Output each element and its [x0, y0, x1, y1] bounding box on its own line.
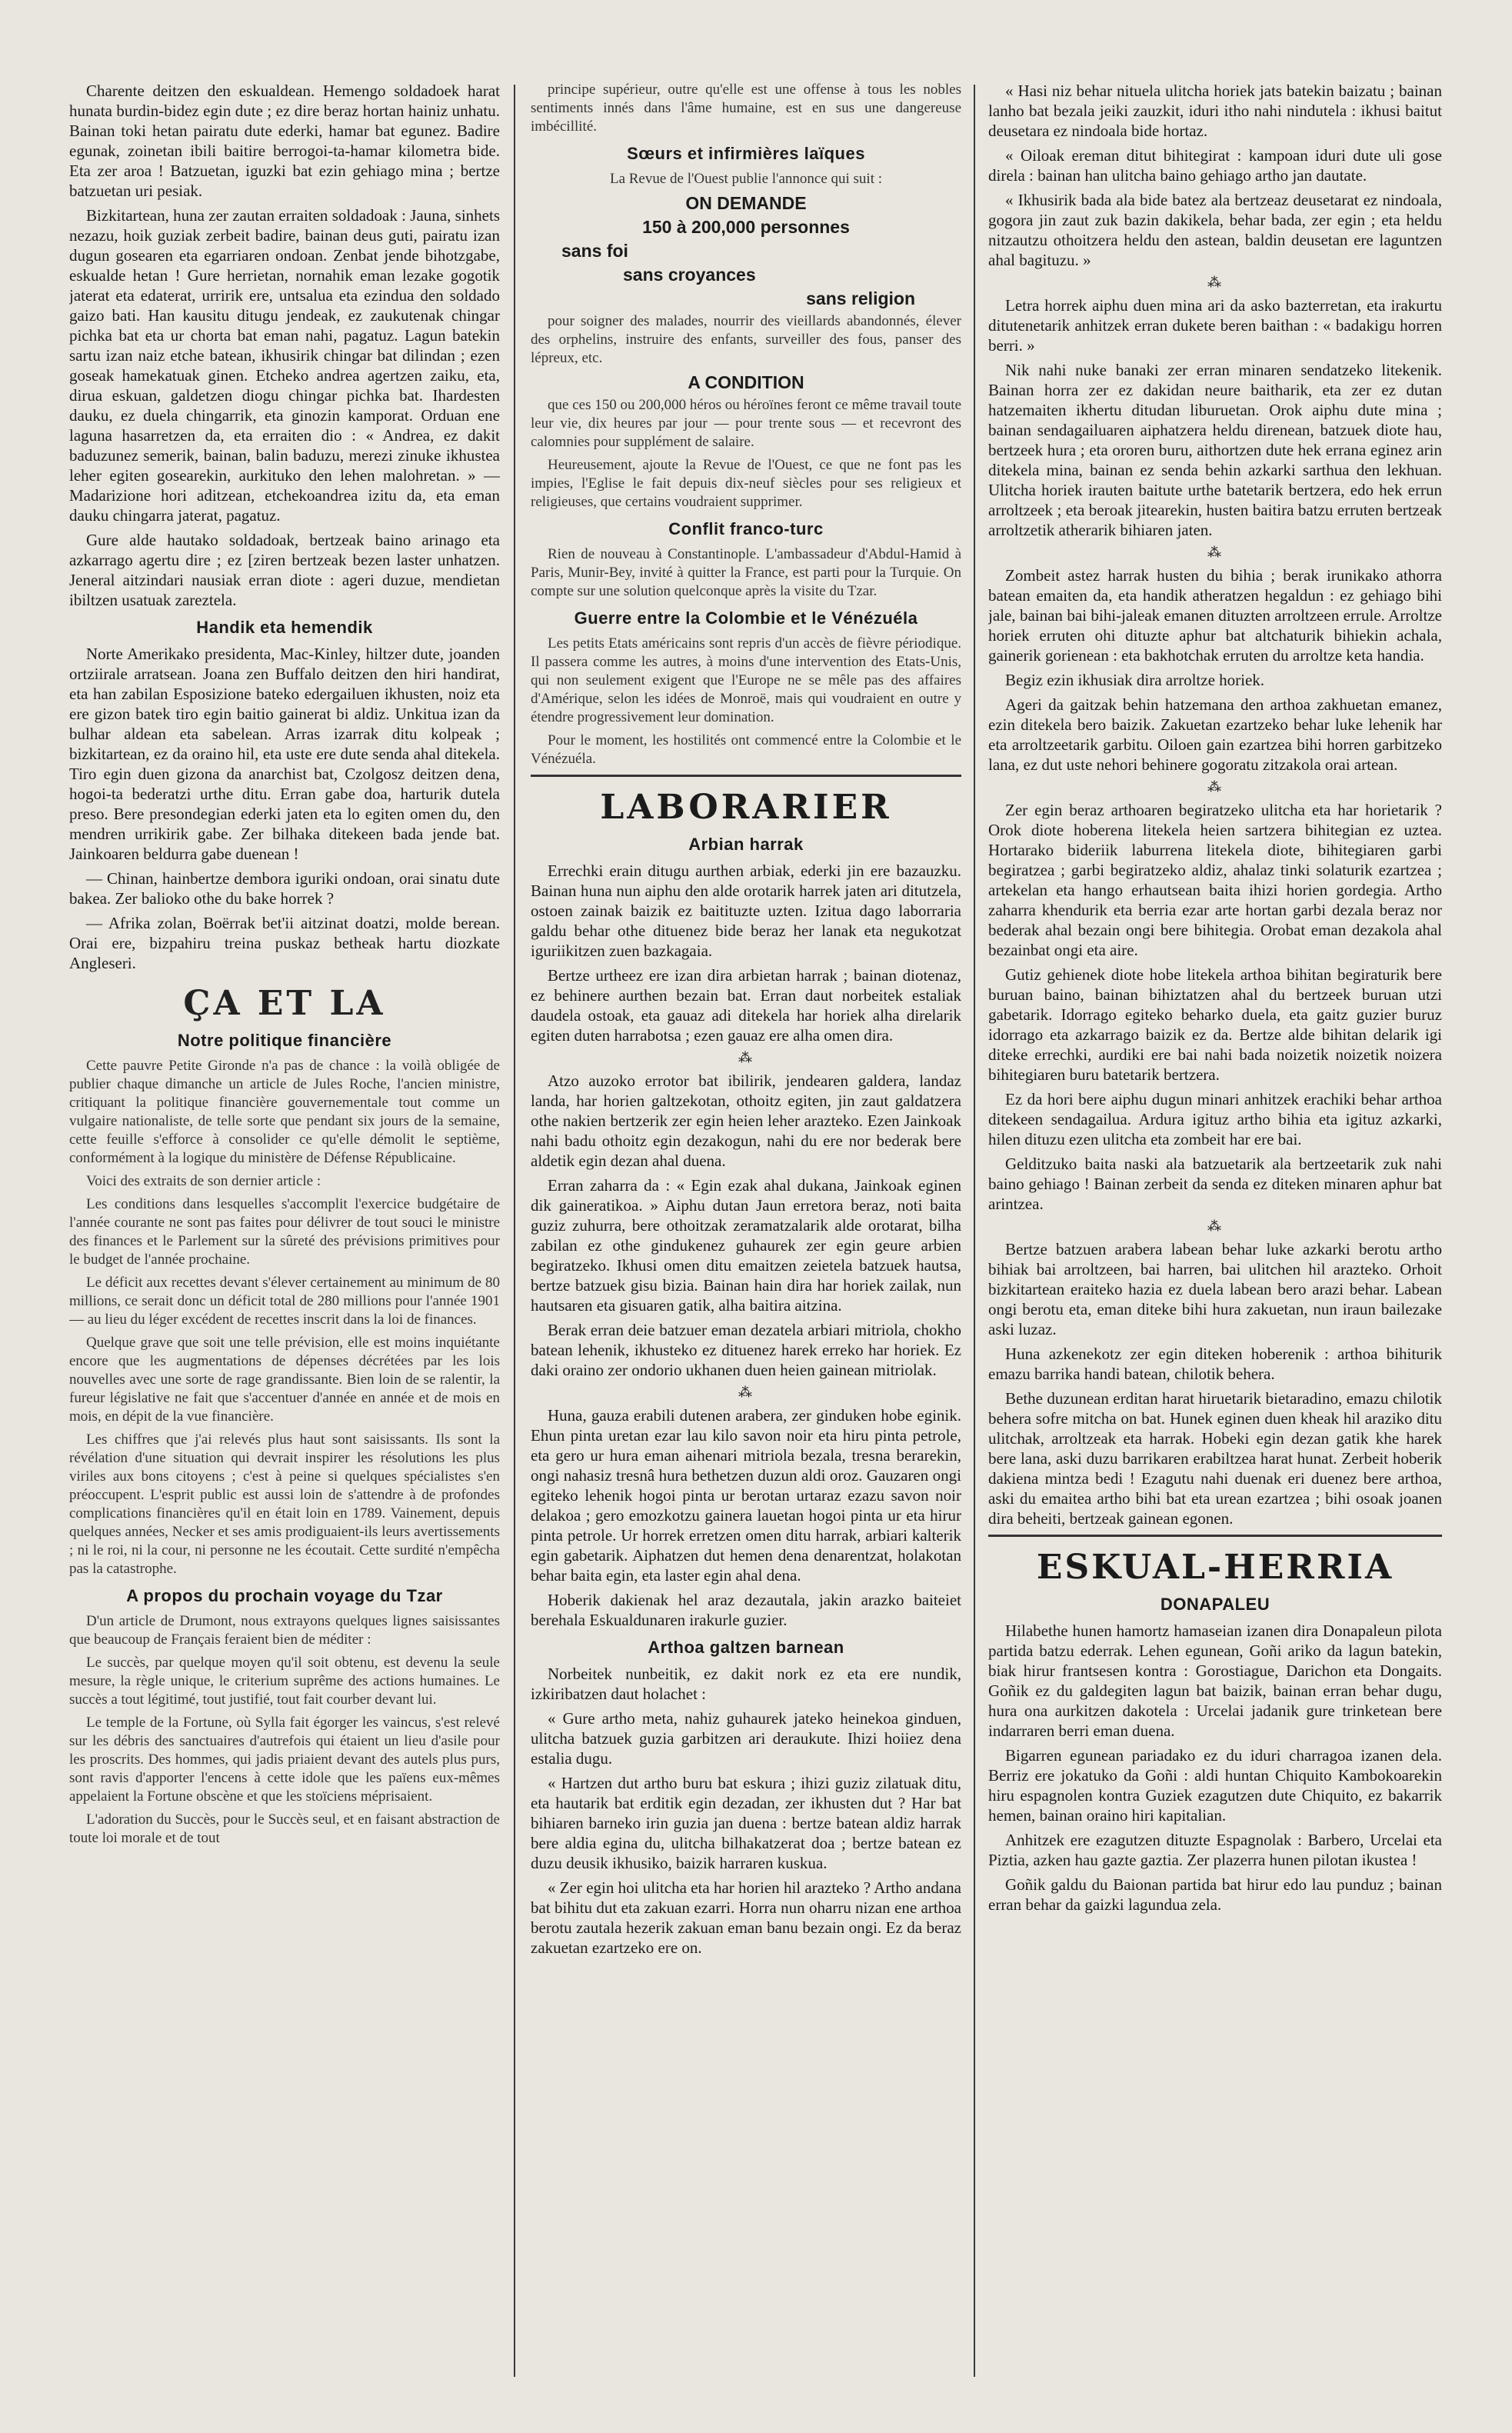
paragraph: Erran zaharra da : « Egin ezak ahal dukana, Jainkoak eginen dik gaineratikoa. » Aiphu dutan Jaun erretora beraz, noti baita guziz zuhurra, bere othoitzak zeramatzalarik alde orotarat, bilha zabilan ez othe gindukenez guhaurek zer egin geure arbien begiratzeko. Ikhusi omen ditu emaitzen zeietela batzuek hautsa, bertze batzuek gisu bizia. Bainan hain dira har horiek zailak, nun hautsaren eta gisuaren gatik, alha baitira aitzina. — [531, 1176, 961, 1315]
asterism-icon: ⁂ — [1207, 1218, 1223, 1234]
section-divider — [531, 775, 961, 777]
paragraph: Atzo auzoko errotor bat ibilirik, jendearen galdera, landaz landa, har horien galtzekotan, othoitz egiten, jin zaut galdatzera othe nakien bertzerik zer egin heien leher arazteko. Ezen Jainkoak nahi badu othoitz egin dezakogun, nahi du ere nor bederak bere aldetik egin dezan ahal duena. — [531, 1072, 961, 1170]
ad-line: A CONDITION — [688, 372, 804, 392]
paragraph: « Gure artho meta, nahiz guhaurek jateko heinekoa ginduen, ulitcha batzuek guzia garbitzen ari deraukute. Ihizi hoiiez dena estalia dugu. — [531, 1709, 961, 1768]
column-rule — [974, 85, 975, 2377]
paragraph: Hilabethe hunen hamortz hamaseian izanen dira Donapaleun pilota partida batzu ederrak. Lehen egunean, Goñi ariko da lagun batekin, biak hirur frantsesen kontra : Gorostiague, Darichon eta Dongaits. Goñik ez du galdegiten lagun bat baizik, bainan erran behar dugu, hura ona aurkitzen dakotela : Urcelai jadanik gure trinketean bere indarraren berri eman duena. — [988, 1621, 1442, 1740]
paragraph: Ez da hori bere aiphu dugun minari anhitzek erachiki behar arthoa ditekeen sendagailua. Ardura igituz artho bihia eta igituz azkarki, hilen dituzu ezen ulitcha eta zombeit har ere bai. — [988, 1090, 1442, 1148]
paragraph: Rien de nouveau à Constantinople. L'ambassadeur d'Abdul-Hamid à Paris, Munir-Bey, invité à quitter la France, est parti pour la Turquie. On compte sur une solution quelconque après la visite du Tzar. — [531, 546, 961, 599]
paragraph: « Ikhusirik bada ala bide batez ala bertzeaz deusetarat ez nindoala, gogora jin zaut zuk bazin dakikela, behar bada, zer egin ; eta heldu nitzautzu othoitzera heldu den astean, baldin deusetan ere laguntzen ahal bagituzu. » — [988, 191, 1442, 269]
section-divider — [988, 1535, 1442, 1537]
section-masthead-eskual-herria: ESKUAL-HERRIA — [1036, 1548, 1394, 1587]
paragraph: Gutiz gehienek diote hobe litekela arthoa bihitan begiraturik bere buruan baino, bainan bihiztatzen ahal du bertzeek buruan utzi gabetarik. Idorrago egiteko beharko duela, eta gaitz guzier buruz idorrago eta azkarrago baizik ez da. Bertze alde bihitan delarik igi diteke errechki, aurdiki ere bai nahi bada noizetik noizetik noizera bihitegiaren buru batetarik bertzera. — [988, 965, 1442, 1084]
section-heading: Sœurs et infirmières laïques — [627, 144, 865, 163]
section-masthead-laborarier: LABORARIER — [600, 788, 892, 827]
ad-line: ON DEMANDE — [685, 193, 807, 213]
paragraph: D'un article de Drumont, nous extrayons quelques lignes saisissantes que beaucoup de Français feraient bien de méditer : — [69, 1613, 500, 1648]
asterism-icon: ⁂ — [738, 1050, 754, 1065]
paragraph: Hoberik dakienak hel araz dezautala, jakin arazko baiteiet berehala Eskualdunaren irakurle guzier. — [531, 1591, 961, 1629]
paragraph: La Revue de l'Ouest publie l'annonce qui suit : — [609, 171, 883, 187]
ad-line: 150 à 200,000 personnes — [642, 217, 850, 237]
paragraph: Begiz ezin ikhusiak dira arroltze horiek. — [1005, 671, 1265, 689]
paragraph: Voici des extraits de son dernier article : — [86, 1173, 321, 1189]
paragraph: Quelque grave que soit une telle prévision, elle est moins inquiétante encore que les augmentations de dépenses décrétées par les lois nouvelles avec une sorte de rage grandissante. Bien loin de se ralentir, la fureur législative ne fait que s'accentuer d'année en année et de mois en mois, en dépit de la vue financière. — [69, 1335, 500, 1425]
column-2 — [531, 81, 961, 2388]
paragraph: « Zer egin hoi ulitcha eta har horien hil arazteko ? Artho andana bat bihitu dut eta zakuan ezarri. Horra nun oharru nizan ene arthoa berotu zautala hezerik zakuan eman banu bezain ongi. Ez da beraz zakuetan ezartzeko ere on. — [531, 1878, 961, 1957]
section-heading: Arbian harrak — [688, 835, 804, 854]
paragraph: Nik nahi nuke banaki zer erran minaren sendatzeko litekenik. Bainan horra zer ez dakidan neure baitharik, eta zer ez dutan hatzemaiten ikhertu ditudan liburuetan. Orok aiphu dute mina ; bainan sendagailuaren aiphatzera heldu direnean, batzuek diote hau, bertzeek hura ; eta ororen buru, aithortzen dute hek errana eginez arin ditekela mina, bainan ez senda behin azkarki sarthua den lekhuan. Ulitcha horiek irauten baitute urthe batetarik bertzera, edo hek errun arroltzeek ; eta beroak jitearekin, husten baitira batzu erruten bertzeak arroltzetik atherarik bihiaren jaten. — [988, 361, 1442, 539]
paragraph: Anhitzek ere ezagutzen dituzte Espagnolak : Barbero, Urcelai eta Piztia, azken hau gazte gaztia. Zer plazerra hunen pilotan ikustea ! — [988, 1831, 1442, 1869]
paragraph: Zombeit astez harrak husten du bihia ; berak irunikako athorra batean emaiten da, eta handik atheratzen hegaldun : ez gehiago bihi jale, bainan bai bihi-jaleak emanen dituzten arroltzeen errule. Arroltze horiek erruten ohi dituzte aphur bat altchaturik bihiekin achala, gainerik gorienean : eta bakhotchak erruten du arroltze keta handia. — [988, 566, 1442, 665]
paragraph: Berak erran deie batzuer eman dezatela arbiari mitriola, chokho batean lehenik, ikhusteko ez dituenez harek erreko har horiek. Ez daki oraino zer ondorio ukhanen duen heien gainean mitriolak. — [531, 1321, 961, 1379]
paragraph: Heureusement, ajoute la Revue de l'Ouest, ce que ne font pas les impies, l'Eglise le fait depuis dix-neuf siècles pour ses religieux et religieuses, que certains voudraient supprimer. — [531, 457, 961, 510]
paragraph: — Afrika zolan, Boërrak bet'ii aitzinat doatzi, molde berean. Orai ere, bizpahiru treina puskaz betheak hartu diozkate Angleseri. — [69, 914, 500, 972]
paragraph: pour soigner des malades, nourrir des vieillards abandonnés, élever des orphelins, instruire des enfants, surveiller des fous, panser des lépreux, etc. — [531, 313, 961, 366]
paragraph: Norte Amerikako presidenta, Mac-Kinley, hiltzer dute, joanden ortziirale arratsean. Joana zen Buffalo deitzen den hiri handirat, eta han zabilan Esposizione bateko edergailuen ikhusten, noiz eta ere gizon batek tiro egin baitio gainerat bi aldiz. Unkitua izan da bulhar aldean eta sabelean. Arras izarrak ditu kolpeak ; bizkitartean, ez da oraino hil, eta uste ere dute senda ahal ditekela. Tiro egin duen gizona da anarchist bat, Czolgosz deitzen dena, hogoi-ta bederatzi urthe ditu. Erran gabe doa, harturik dutela preso. Bere presondegian ederki jaten eta lo egiten omen du, den mendren urrikirik gabe. Zer bilhaka ditekeen bada jende bat. Jainkoaren beldurra gabe duenean ! — [69, 645, 500, 863]
paragraph: Bertze urtheez ere izan dira arbietan harrak ; bainan diotenaz, ez behinere aurthen bezain bat. Erran daut norbeitek estaliak daudela ostoak, eta gauaz adi ditekela har horiek alha direlarik egiten duten harrabotsa ; ezen gauaz ere alha omen dira. — [531, 966, 961, 1045]
ad-line: sans religion — [806, 288, 915, 308]
paragraph: L'adoration du Succès, pour le Succès seul, et en faisant abstraction de toute loi morale et de tout — [69, 1811, 500, 1846]
paragraph: Errechki erain ditugu aurthen arbiak, ederki jin ere bazauzku. Bainan huna nun aiphu den alde orotarik harrek jaten ari ditutzela, ostoen zainak baizik ez baitituzte uzten. Izitua dago laborraria galdu behar othe dituenez bide beraz her lanak eta negukotzat iguriikitzen zuen bazkagaia. — [531, 862, 961, 960]
paragraph: Les petits Etats américains sont repris d'un accès de fièvre périodique. Il passera comme les autres, à moins d'une intervention des Etats-Unis, qui non seulement exigent que l'Europe ne se mêle pas des affaires d'Amérique, selon les idées de Monroë, mais qui voudraient en outre y étendre progressivement leur domination. — [531, 635, 961, 725]
section-heading: A propos du prochain voyage du Tzar — [126, 1586, 443, 1605]
paragraph: Le déficit aux recettes devant s'élever certainement au minimum de 80 millions, ce serait donc un déficit total de 280 millions pour l'année 1901 — au lieu du léger excédent de recettes inscrit dans la loi de finances. — [69, 1275, 500, 1328]
column-1 — [69, 81, 500, 2388]
asterism-icon: ⁂ — [1207, 545, 1223, 560]
paragraph: Pour le moment, les hostilités ont commencé entre la Colombie et le Vénézuéla. — [531, 732, 961, 767]
section-masthead-ca-et-la: ÇA ET LA — [183, 984, 386, 1023]
paragraph: Gure alde hautako soldadoak, bertzeak baino arinago eta azkarrago agertu dire ; ez [ziren bertzeak bezen laster unhatzen. Jeneral aitzindari nausiak erran diote : ageri duzue, mendietan ibiltzen usatuak zareztela. — [69, 531, 500, 609]
paragraph: « Hasi niz behar nituela ulitcha horiek jats batekin baizatu ; bainan lanho bat bezala jeiki zauzkit, iduri itho nahi nindutela : ikhusi baitut deusetara ez nindoala bide hortaz. — [988, 82, 1442, 140]
paragraph: Letra horrek aiphu duen mina ari da asko bazterretan, eta irakurtu ditutenetarik anhitzek erran dukete beren baithan : « badakigu horren berri. » — [988, 296, 1442, 355]
paragraph: Ageri da gaitzak behin hatzemana den arthoa zakhuetan emanez, ezin ditekela bero baizik. Zakuetan ezartzeko behar luke lehenik har eta arroltzeetarik garbitu. Oiloen gain ezartzea bihi horren garbitzeko lana, ez dut uste nehori behinere gogoratu zitzakola orai artean. — [988, 695, 1442, 774]
paragraph: Huna, gauza erabili dutenen arabera, zer ginduken hobe eginik. Ehun pinta uretan ezar lau kilo savon noir eta hiru pinta petrole, eta gero ur hura eman aihenari mitriola bezala, tresna berarekin, ongi nahasiz tresnâ hura bethetzen duzun aldi oroz. Gauzaren ongi egiteko lehenik hogoi pinta ur berotan urtaraz ezazu savon noir delakoa ; gero emozkotzu gainera lauetan hogoi pinta ur eta hirur pinta petrole. Ur horrek erretzen omen ditu harrak, arbiari kalterik egin gabetarik. Aiphatzen dut hemen dena denarentzat, holakotan behar baita egin, eta laster egin ahal dena. — [531, 1406, 961, 1585]
section-heading: Guerre entre la Colombie et le Vénézuéla — [574, 608, 918, 628]
asterism-icon: ⁂ — [1207, 275, 1223, 290]
paragraph: — Chinan, hainbertze dembora iguriki ondoan, orai sinatu dute bakea. Zer balioko othe du bake horrek ? — [69, 869, 500, 908]
paragraph: que ces 150 ou 200,000 héros ou héroïnes feront ce même travail toute leur vie, dix heures par jour — pour trente sous — et recevront des calomnies pour supplément de salaire. — [531, 397, 961, 450]
paragraph: Les chiffres que j'ai relevés plus haut sont saisissants. Ils sont la révélation d'une situation qui devrait inspirer les résolutions les plus viriles aux bons citoyens ; c'est à peine si quelques spécialistes s'en préoccupent. L'esprit public est aussi loin de s'attendre à de profondes complications financières qu'il en était loin en 1789. Vainement, depuis quelques années, Necker et ses amis prodiguaient-ils leurs avertissements ; ni le roi, ni la cour, ni personne ne les écoutait. Cette surdité n'empêcha pas la catastrophe. — [69, 1431, 500, 1577]
paragraph: Norbeitek nunbeitik, ez dakit nork ez eta ere nundik, izkiribatzen daut holachet : — [531, 1665, 961, 1703]
paragraph: Zer egin beraz arthoaren begiratzeko ulitcha eta har horietarik ? Orok diote hoberena litekela heien sartzera bihitegian ez uztea. Hortarako bideriik laburrena litekela diote, bihitegiaren garbi begiratzea ; garbi begiratzeko aldiz, ahalaz tinki solaturik ezartzea ; artekelan eta hango erhautsean baita ihizi horien gordegia. Artho zaharra khendurik eta berria ezar arte hortan garbi dezala beraz nor bederak ahal bezain ongi bere bihitegia. Orobat eman dezakola ahal bezainbat ongi eta aire. — [988, 801, 1442, 959]
paragraph: Bertze batzuen arabera labean behar luke azkarki berotu artho bihiak bai arroltzeen, bai harren, bai ulitchen hil arazteko. Orhoit bizkitartean eraiteko hazia ez duela labean bero arazi behar. Labean ongi berotu eta, eman diteke bihi hura zakuetan, nun iraun bailezake aski luzaz. — [988, 1240, 1442, 1338]
paragraph: Bizkitartean, huna zer zautan erraiten soldadoak : Jauna, sinhets nezazu, hoik guziak zerbeit badire, bainan deus guti, pairatu izan dugun gosearen eta egarriaren ondoan. Zenbat jende bihotzgabe, eskualde hetan ! Gure herrietan, nornahik eman lezake gogotik jaterat eta edaterat, urririk ere, untsalua eta ezindua den soldado gaizo bati. Han kausitu ditugu jendeak, ez zaukutenak chingar pichka bat eta ur chorta bat eman nahi, pagatuz. Lagun batekin sartu izan naiz etche batean, ikhusirik chingar bat dilindan ; ezen goseak hamekatuak ginen. Etcheko andrea agertzen zaiku, eta, dirua eskuan, galdetzen diogu chingar pichka bat. Ihardesten dauku, ez duela chingarrik, eta ginozin kamporat. Orduan ene laguna hasarretzen da, eta erraiten dio : « Andrea, ez dakit baduzunez semerik, bainan, balin baduzu, merezi zinuke ikhustea leher egiten gosearekin, aurkituko den lehen malohretan. » — Madarizione hori aditzean, etchekoandrea izitu da, eta eman dauku chingarra jaterat, pagatuz. — [69, 206, 500, 525]
section-heading: Arthoa galtzen barnean — [648, 1638, 844, 1657]
paragraph: « Oiloak ereman ditut bihitegirat : kampoan iduri dute uli gose direla : bainan han ulitcha baino gehiago artho jan dautate. — [988, 146, 1442, 185]
paragraph: Le temple de la Fortune, où Sylla fait égorger les vaincus, s'est relevé sur les débris des sanctuaires d'autrefois qui étaient un lieu d'asile pour les proscrits. Des hommes, qui jadis priaient devant des autels plus purs, sont ravis d'apporter l'encens à cette idole que les païens eux-mêmes appelaient la Fortune obscène et que les stoïciens méprisaient. — [69, 1715, 500, 1805]
section-heading: Handik eta hemendik — [196, 618, 373, 637]
paragraph: Cette pauvre Petite Gironde n'a pas de chance : la voilà obligée de publier chaque dimanche un article de Jules Roche, l'ancien ministre, critiquant la politique financière gouvernementale tout comme un vulgaire nationaliste, de telle sorte que pendant six jours de la semaine, cette feuille s'efforce à consolider ce qu'elle démolit le septième, conformément à la logique du ministère de Défense Républicaine. — [69, 1058, 500, 1166]
ad-line: sans foi — [561, 241, 628, 261]
asterism-icon: ⁂ — [1207, 779, 1223, 795]
column-rule — [514, 85, 515, 2377]
section-heading: DONAPALEU — [1160, 1595, 1271, 1614]
paragraph: Les conditions dans lesquelles s'accomplit l'exercice budgétaire de l'année courante ne sont pas faites pour délivrer de tout souci le ministre des finances et le Parlement sur la sûreté des prévisions primitives pour le budget de l'année prochaine. — [69, 1196, 500, 1268]
paragraph: Goñik galdu du Baionan partida bat hirur edo lau punduz ; bainan erran behar da gaizki lagundua zela. — [988, 1875, 1442, 1914]
paragraph: Le succès, par quelque moyen qu'il soit obtenu, est devenu la seule mesure, la règle unique, le criterium suprême des actions humaines. Le succès a tout légitimé, tout justifié, tout fait courber devant lui. — [69, 1655, 500, 1708]
paragraph: Bigarren egunean pariadako ez du iduri charragoa izanen dela. Berriz ere jokatuko da Goñi : aldi huntan Chiquito Kambokoarekin hiru espagnolen kontra Guziek ezagutzen dute Chiquito, ez bakarrik hemen, bainan oraino hiri kapitalian. — [988, 1746, 1442, 1825]
paragraph: Bethe duzunean erditan harat hiruetarik bietaradino, emazu chilotik behera sofre mitcha on bat. Hunek eginen duen kheak hil araziko ditu ulitchak, arroltzeak eta harrak. Hobeki egin dezan gatik khe harek bere lana, aski duzu barrikaren erabiltzea harat hunat. Zerbeit hoberik dakiena mintza bedi ! Ezagutu nahi duenak eri duenez bere arthoa, aski du emaitea artho bihi bat eta urean ezartzea ; bihi osoak joanen dira beheiti, bertzeak gainean egonen. — [988, 1389, 1442, 1528]
paragraph: Gelditzuko baita naski ala batzuetarik ala bertzeetarik zuk nahi baino gehiago ! Bainan zerbeit da senda ez diteken minaren aphur bat arintzea. — [988, 1155, 1442, 1213]
section-heading: Notre politique financière — [177, 1031, 392, 1050]
paragraph: « Hartzen dut artho buru bat eskura ; ihizi guziz zilatuak ditu, eta hautarik bat erditik egin dezadan, zer ikhusten dut ? Har bat bihiaren barneko irin guzia jan duena : bertze batean aldiz harrak bere aldia egina du, ulitcha bilhakatzerat doa ; bertze batean ez duzu deusik ikhusiko, baizik harraren kuskua. — [531, 1774, 961, 1872]
asterism-icon: ⁂ — [738, 1385, 754, 1400]
column-3 — [988, 81, 1442, 2388]
paragraph: Huna azkenekotz zer egin diteken hoberenik : arthoa bihiturik emazu barrika handi batean, chilotik behera. — [988, 1345, 1442, 1383]
section-heading: Conflit franco-turc — [668, 519, 824, 538]
ad-line: sans croyances — [623, 265, 756, 285]
paragraph: Charente deitzen den eskualdean. Hemengo soldadoek harat hunata burdin-bidez egin dute ; ez dire beraz hortan hainiz unhatu. Bainan toki hetan pairatu dute ederki, hamar bat egunez. Badire egunak, zoinetan ibili baitire berrogoi-ta-hamar kilometra bide. Eta zer aroa ! Batzuetan, iguzki bat ezin gehiago mina ; bertze batzuetan uri pesiak. — [69, 82, 500, 200]
paragraph: principe supérieur, outre qu'elle est une offense à tous les nobles sentiments innés dans l'âme humaine, est en sus une dangereuse imbécillité. — [531, 82, 961, 135]
